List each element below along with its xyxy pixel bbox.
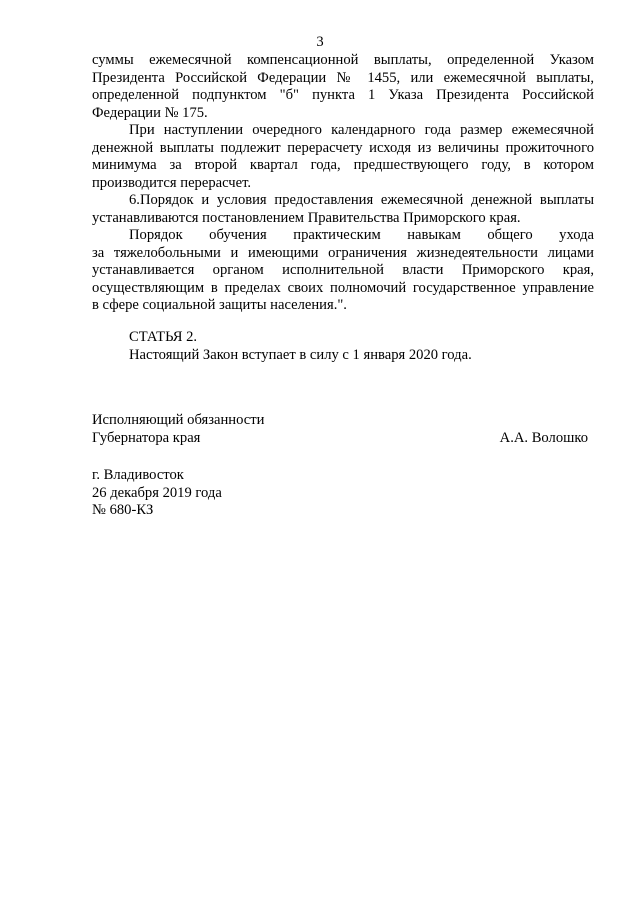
text-line: за тяжелобольными и имеющими ограничения жизнедеятельности лицами <box>92 244 594 261</box>
text-line: 6.Порядок и условия предоставления ежемесячной денежной выплаты <box>129 192 594 208</box>
text-line: При наступлении очередного календарного года размер ежемесячной <box>129 122 594 138</box>
text-line: Президента Российской Федерации № 1455, или ежемесячной выплаты, <box>92 69 594 86</box>
text-line: суммы ежемесячной компенсационной выплаты, определенной Указом <box>92 52 594 68</box>
article-2 <box>129 329 594 364</box>
page-number: 3 <box>316 34 324 50</box>
law-number: № 680-КЗ <box>92 502 154 518</box>
signer-title-line2: Губернатора края <box>92 429 201 446</box>
text-line: осуществляющим в пределах своих полномочий государственное управление <box>92 279 594 296</box>
text-line: устанавливается органом исполнительной власти Приморского края, <box>92 262 594 278</box>
text-line: Порядок обучения практическим навыкам общего ухода <box>129 227 594 243</box>
text-line: денежной выплаты подлежит перерасчету исходя из величины прожиточного <box>92 139 594 156</box>
article-text: Настоящий Закон вступает в силу с 1 января 2020 года. <box>129 346 472 363</box>
text-line: минимума за второй квартал года, предшествующего году, в котором <box>92 157 594 173</box>
article-heading: СТАТЬЯ 2. <box>129 329 198 345</box>
paragraph-recalculation <box>92 122 594 192</box>
text-line: устанавливаются постановлением Правительства Приморского края. <box>92 209 521 226</box>
signature-row <box>92 430 594 448</box>
signer-title-line1: Исполняющий обязанности <box>92 412 265 428</box>
text-line: в сфере социальной защиты населения.". <box>92 297 347 313</box>
signer-name: А.А. Волошко <box>499 429 588 446</box>
text-line: Федерации № 175. <box>92 104 208 121</box>
paragraph-procedure-conditions <box>92 192 594 227</box>
text-line: производится перерасчет. <box>92 174 252 191</box>
paragraph-compensation-payment <box>92 52 594 122</box>
city: г. Владивосток <box>92 467 184 483</box>
text-line: определенной подпунктом "б" пункта 1 Указа Президента Российской <box>92 87 594 103</box>
place-date-number <box>92 467 392 520</box>
law-body-text <box>92 52 594 315</box>
signature-block <box>92 412 594 447</box>
law-date: 26 декабря 2019 года <box>92 484 222 501</box>
paragraph-care-training <box>92 227 594 315</box>
